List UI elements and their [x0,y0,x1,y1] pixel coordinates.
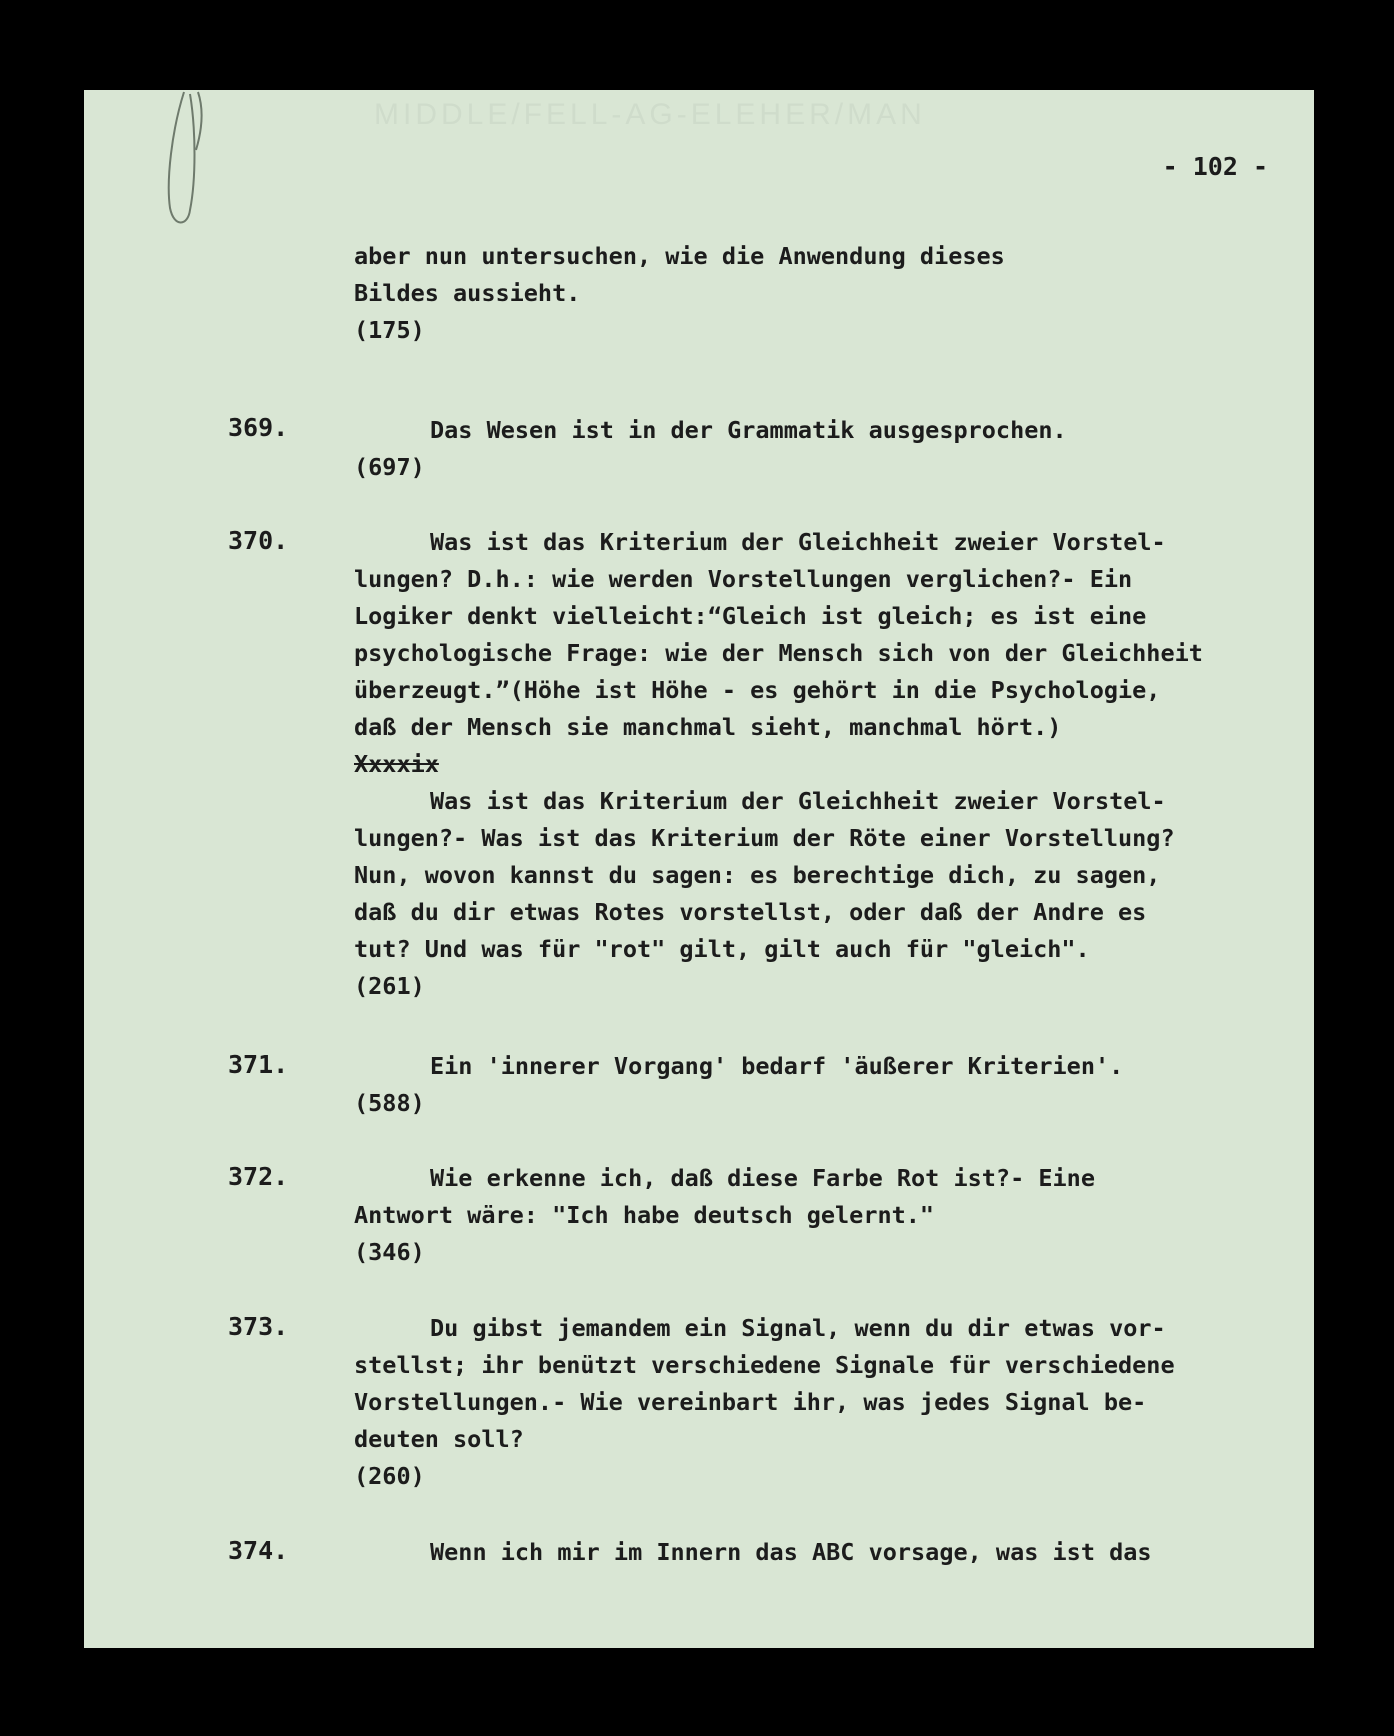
text-line: Wie erkenne ich, daß diese Farbe Rot ist?- Eine [430,1164,1095,1192]
text-line: Du gibst jemandem ein Signal, wenn du dir etwas vor- [430,1314,1166,1342]
reference-number: (260) [354,1462,425,1490]
reference-number: (346) [354,1238,425,1266]
text-line: Was ist das Kriterium der Gleichheit zweier Vorstel- [430,528,1166,556]
text-line: stellst; ihr benützt verschiedene Signale für verschiedene [354,1351,1175,1379]
section-number: 371. [228,1050,289,1079]
text-line: Das Wesen ist in der Grammatik ausgesprochen. [430,416,1067,444]
section-number: 374. [228,1536,289,1565]
text-line: Was ist das Kriterium der Gleichheit zweier Vorstel- [430,787,1166,815]
text-line: Wenn ich mir im Innern das ABC vorsage, was ist das [430,1538,1152,1566]
text-line: Nun, wovon kannst du sagen: es berechtige dich, zu sagen, [354,861,1161,889]
section-372 [354,1160,1284,1271]
section-371 [354,1048,1284,1122]
page-number: - 102 - [1162,152,1268,181]
section-number: 373. [228,1312,289,1341]
text-line: Ein 'innerer Vorgang' bedarf 'äußerer Kriterien'. [430,1052,1124,1080]
document-page [84,90,1314,1648]
text-line: aber nun untersuchen, wie die Anwendung dieses [354,242,1005,270]
reference-number: (175) [354,316,425,344]
reference-number: (261) [354,972,425,1000]
watermark-top: MIDDLE/FELL-AG-ELEHER/MAN [374,98,926,131]
section-369 [354,412,1284,486]
text-line: lungen?- Was ist das Kriterium der Röte einer Vorstellung? [354,824,1175,852]
text-line: Antwort wäre: "Ich habe deutsch gelernt." [354,1201,935,1229]
section-number: 370. [228,526,289,555]
pencil-mark [144,90,274,240]
text-line: lungen? D.h.: wie werden Vorstellungen verglichen?- Ein [354,565,1133,593]
section-373 [354,1310,1284,1495]
text-line: Logiker denkt vielleicht:“Gleich ist gleich; es ist eine [354,602,1147,630]
section-number: 369. [228,413,289,442]
text-line: Vorstellungen.- Wie vereinbart ihr, was jedes Signal be- [354,1388,1147,1416]
text-line: daß der Mensch sie manchmal sieht, manchmal hört.) [354,713,1062,741]
text-line: überzeugt.”(Höhe ist Höhe - es gehört in die Psychologie, [354,676,1161,704]
reference-number: (697) [354,453,425,481]
reference-number: (588) [354,1089,425,1117]
text-line: psychologische Frage: wie der Mensch sich von der Gleichheit [354,639,1203,667]
text-line: daß du dir etwas Rotes vorstellst, oder daß der Andre es [354,898,1147,926]
section-370 [354,524,1284,1005]
text-line: deuten soll? [354,1425,524,1453]
section-374 [354,1534,1284,1571]
intro-block [354,238,1284,349]
text-line: Bildes aussieht. [354,279,581,307]
struck-text: Xxxxix [354,750,439,778]
section-number: 372. [228,1162,289,1191]
text-line: tut? Und was für "rot" gilt, gilt auch für "gleich". [354,935,1090,963]
